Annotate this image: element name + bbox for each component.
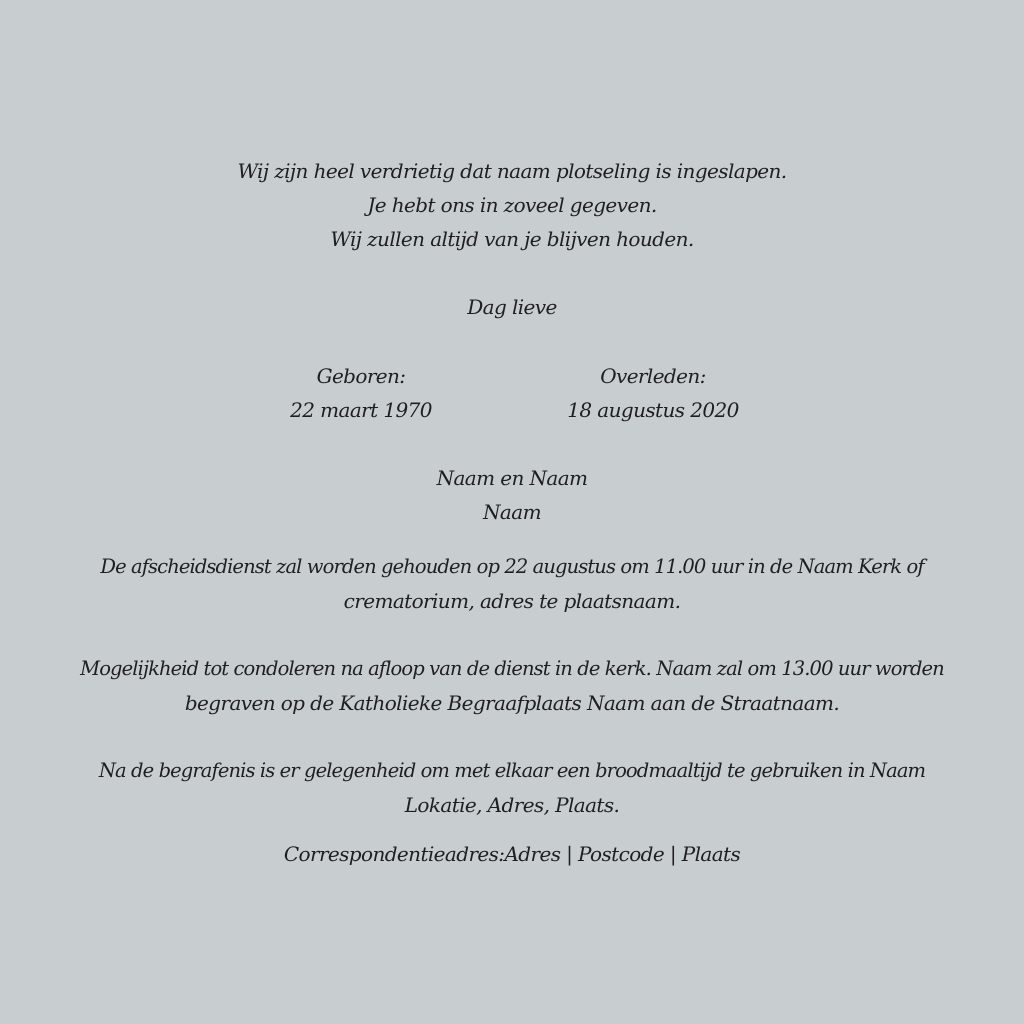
family-line-2: Naam: [483, 500, 541, 524]
born-label: Geboren:: [316, 364, 406, 388]
reception-line-1: Na de begrafenis is er gelegenheid om met elkaar een broodmaaltijd te gebruiken in Naam: [98, 759, 926, 782]
intro-line-2: Je hebt ons in zoveel gegeven.: [367, 193, 657, 217]
correspondence-line: Correspondentieadres:Adres | Postcode | Plaats: [283, 842, 741, 866]
service-line-1: De afscheidsdienst zal worden gehouden op 22 augustus om 11.00 uur in de Naam Kerk of: [100, 555, 924, 578]
farewell-line: Dag lieve: [467, 295, 557, 319]
family-line-1: Naam en Naam: [436, 466, 588, 490]
condolence-line-2: begraven op de Katholieke Begraafplaats Naam aan de Straatnaam.: [184, 691, 840, 715]
intro-line-1: Wij zijn heel verdrietig dat naam plotseling is ingeslapen.: [237, 159, 787, 183]
born-date: 22 maart 1970: [290, 398, 432, 422]
condolence-line-1: Mogelijkheid tot condoleren na afloop van de dienst in de kerk. Naam zal om 13.00 uur worden: [80, 657, 944, 680]
service-line-2: crematorium, adres te plaatsnaam.: [343, 589, 681, 613]
died-label: Overleden:: [600, 364, 706, 388]
reception-line-2: Lokatie, Adres, Plaats.: [404, 793, 620, 817]
died-date: 18 augustus 2020: [567, 398, 739, 422]
intro-line-3: Wij zullen altijd van je blijven houden.: [330, 227, 694, 251]
